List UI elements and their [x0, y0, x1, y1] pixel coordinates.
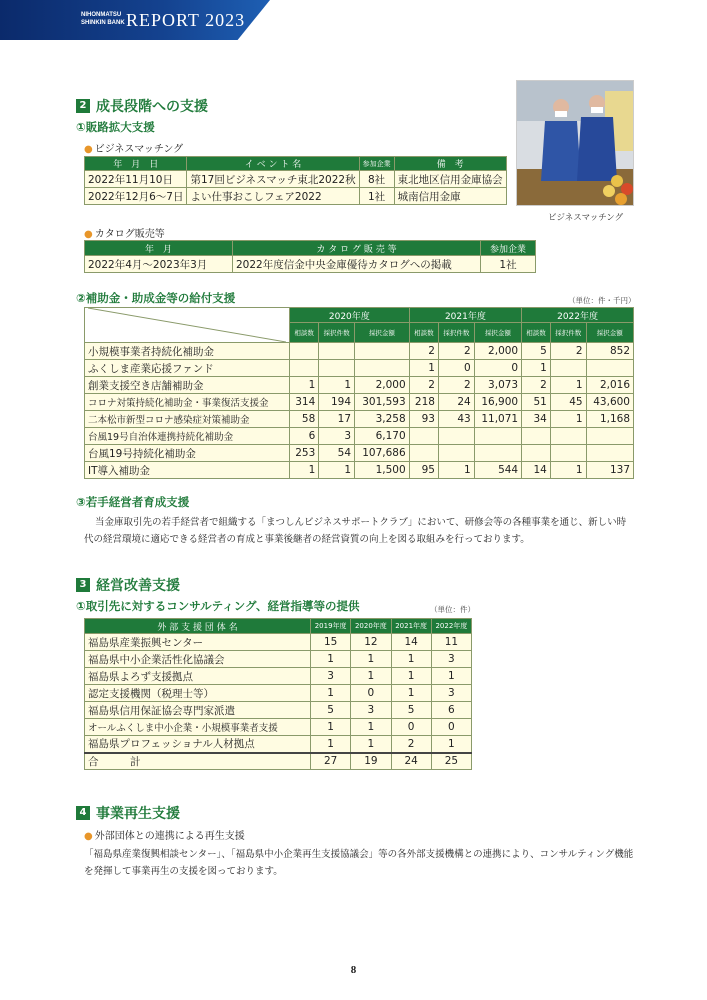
- table-row: [85, 462, 634, 479]
- subsidy-value-cell: 2: [438, 377, 474, 394]
- subsidy-value-cell: [550, 360, 586, 377]
- subsidy-value-cell: [586, 428, 633, 445]
- subsidy-value-cell: 1: [550, 377, 586, 394]
- bullet-dot-icon: ●: [84, 144, 93, 155]
- col-header: 2021年度: [391, 619, 431, 634]
- subheading-sales-expansion: ①販路拡大支援: [76, 120, 155, 134]
- photo-illustration: [517, 81, 634, 206]
- catalog-table: [84, 240, 536, 273]
- subsidy-value-cell: [319, 360, 355, 377]
- subsidy-value-cell: 16,900: [474, 394, 521, 411]
- table-row: [85, 394, 634, 411]
- subsidy-value-cell: 218: [409, 394, 438, 411]
- subsidy-value-cell: 253: [290, 445, 319, 462]
- col-header: 2020年度: [351, 619, 391, 634]
- table-row: [85, 651, 472, 668]
- subsidy-value-cell: 6: [290, 428, 319, 445]
- bullet-business-matching: ● ビジネスマッチング: [84, 144, 184, 155]
- bullet-dot-icon: ●: [84, 831, 93, 842]
- subsidy-value-cell: 852: [586, 343, 633, 360]
- col-header: 2022年度: [431, 619, 471, 634]
- subsidy-value-cell: 544: [474, 462, 521, 479]
- subsidy-value-cell: 2: [522, 377, 551, 394]
- subsidy-value-cell: 3: [319, 428, 355, 445]
- subsidy-value-cell: 17: [319, 411, 355, 428]
- col-header: 備 考: [394, 157, 506, 171]
- subsidy-value-cell: [438, 445, 474, 462]
- subsidy-value-cell: 11,071: [474, 411, 521, 428]
- count-cell: 1: [351, 651, 391, 668]
- count-cell: 1: [351, 736, 391, 753]
- table-row: [85, 377, 634, 394]
- subsidy-value-cell: [290, 360, 319, 377]
- bullet-dot-icon: ●: [84, 229, 93, 240]
- subsidy-value-cell: [550, 445, 586, 462]
- subheader: 採択件数: [550, 323, 586, 343]
- subsidy-value-cell: 43,600: [586, 394, 633, 411]
- subsidy-name-cell: 創業支援空き店舗補助金: [85, 377, 290, 394]
- subsidy-value-cell: 1: [409, 360, 438, 377]
- organization-name-cell: オールふくしま中小企業・小規模事業者支援: [85, 719, 311, 736]
- section-title: 成長段階への支援: [96, 99, 208, 115]
- organization-name-cell: 福島県産業振興センター: [85, 634, 311, 651]
- subsidy-value-cell: 107,686: [355, 445, 410, 462]
- count-cell: 5: [391, 702, 431, 719]
- subsidy-value-cell: 1: [522, 360, 551, 377]
- subsidy-value-cell: [319, 343, 355, 360]
- subsidy-name-cell: 二本松市新型コロナ感染症対策補助金: [85, 411, 290, 428]
- count-cell: 14: [391, 634, 431, 651]
- report-header: [0, 0, 270, 40]
- count-cell: 12: [351, 634, 391, 651]
- young-managers-paragraph: 当金庫取引先の若手経営者で組織する「まつしんビジネスサポートクラブ」において、研修会等の各種事業を通じ、新しい時代の経営環境に適応できる経営者の育成と事業後継者の経営資質の向上を図る取組みを行っております。: [84, 517, 627, 545]
- section-4-heading: [76, 803, 180, 823]
- photo-caption: ビジネスマッチング: [548, 213, 624, 223]
- subsidy-value-cell: 2: [550, 343, 586, 360]
- subsidy-value-cell: 54: [319, 445, 355, 462]
- count-cell: 0: [391, 719, 431, 736]
- year-header: 2020年度: [290, 308, 410, 323]
- subsidy-value-cell: 2: [409, 343, 438, 360]
- table-row: [85, 685, 472, 702]
- bank-name-line1: NIHONMATSU: [81, 12, 122, 18]
- subsidy-name-cell: 台風19号自治体連携持続化補助金: [85, 428, 290, 445]
- bullet-catalog-sales: ● カタログ販売等: [84, 229, 165, 240]
- table-row: [85, 668, 472, 685]
- report-title: REPORT 2023: [126, 10, 246, 30]
- subsidy-value-cell: [522, 445, 551, 462]
- section-number: 2: [76, 99, 90, 113]
- subsidy-value-cell: 2: [438, 343, 474, 360]
- subsidy-value-cell: 3,073: [474, 377, 521, 394]
- subsidy-value-cell: 1: [290, 462, 319, 479]
- col-header: 参加企業: [481, 241, 536, 256]
- count-cell: 1: [391, 668, 431, 685]
- section-title: 事業再生支援: [96, 806, 180, 822]
- subheader: 採択金額: [586, 323, 633, 343]
- count-cell: 3: [431, 651, 471, 668]
- subsidy-value-cell: 1: [319, 377, 355, 394]
- matching-table: [84, 156, 507, 205]
- subsidy-value-cell: 5: [522, 343, 551, 360]
- diagonal-corner-cell: [85, 308, 290, 343]
- count-cell: 1: [311, 736, 351, 753]
- year-header: 2021年度: [409, 308, 521, 323]
- table-row: [85, 445, 634, 462]
- count-cell: 1: [391, 651, 431, 668]
- count-cell: 3: [351, 702, 391, 719]
- count-cell: 1: [311, 651, 351, 668]
- count-cell: 15: [311, 634, 351, 651]
- business-matching-photo: [516, 80, 634, 206]
- table-row: [85, 428, 634, 445]
- subsidy-value-cell: [474, 428, 521, 445]
- subheading-young-managers: ③若手経営者育成支援: [76, 495, 190, 509]
- subsidy-value-cell: [586, 445, 633, 462]
- subsidy-table-body: [85, 343, 634, 479]
- subsidy-name-cell: コロナ対策持続化補助金・事業復活支援金: [85, 394, 290, 411]
- subsidy-value-cell: 95: [409, 462, 438, 479]
- consulting-table: [84, 618, 472, 770]
- organization-name-cell: 福島県プロフェッショナル人材拠点: [85, 736, 311, 753]
- section-number: 3: [76, 578, 90, 592]
- subsidy-value-cell: 0: [474, 360, 521, 377]
- page-number: 8: [350, 964, 357, 976]
- subsidy-value-cell: 3,258: [355, 411, 410, 428]
- col-header: 参加企業: [359, 157, 394, 171]
- col-header: イ ベ ン ト 名: [187, 157, 359, 171]
- table-row: 2022年4月～2023年3月 2022年度信金中央金庫優待カタログへの掲載 1社: [85, 256, 536, 273]
- count-cell: 1: [351, 668, 391, 685]
- count-cell: 1: [351, 719, 391, 736]
- bullet-external-cooperation: ● 外部団体との連携による再生支援: [84, 831, 245, 842]
- subsidy-value-cell: 93: [409, 411, 438, 428]
- table-row: 2022年12月6～7日 よい仕事おこしフェア2022 1社 城南信用金庫: [85, 188, 507, 205]
- table-row: 2022年11月10日 第17回ビジネスマッチ東北2022秋 8社 東北地区信用金庫協会: [85, 171, 507, 188]
- subsidy-table: [84, 307, 634, 479]
- subsidy-value-cell: 1: [550, 411, 586, 428]
- bank-name-line2: SHINKIN BANK: [81, 19, 125, 26]
- table-row: [85, 360, 634, 377]
- subsidy-value-cell: [355, 343, 410, 360]
- year-header: 2022年度: [522, 308, 634, 323]
- subsidy-value-cell: 137: [586, 462, 633, 479]
- subheading-consulting: ①取引先に対するコンサルティング、経営指導等の提供: [76, 599, 360, 613]
- subsidy-value-cell: 58: [290, 411, 319, 428]
- subheader: 相談数: [409, 323, 438, 343]
- organization-name-cell: 福島県信用保証協会専門家派遣: [85, 702, 311, 719]
- subsidy-value-cell: 2,000: [474, 343, 521, 360]
- subsidy-value-cell: [438, 428, 474, 445]
- col-header: 2019年度: [311, 619, 351, 634]
- subsidy-value-cell: 24: [438, 394, 474, 411]
- subsidy-value-cell: 1: [438, 462, 474, 479]
- col-header: 年 月 日: [85, 157, 187, 171]
- subsidy-value-cell: 14: [522, 462, 551, 479]
- subheader: 採択件数: [438, 323, 474, 343]
- table-row: [85, 411, 634, 428]
- organization-name-cell: 福島県よろず支援拠点: [85, 668, 311, 685]
- count-cell: 5: [311, 702, 351, 719]
- subsidy-value-cell: 2,016: [586, 377, 633, 394]
- subsidy-value-cell: 1: [550, 462, 586, 479]
- count-cell: 1: [431, 736, 471, 753]
- count-cell: 1: [431, 668, 471, 685]
- subsidy-value-cell: 6,170: [355, 428, 410, 445]
- subsidy-name-cell: 小規模事業者持続化補助金: [85, 343, 290, 360]
- consulting-table-body: [85, 634, 472, 753]
- count-cell: 1: [311, 685, 351, 702]
- subsidy-name-cell: IT導入補助金: [85, 462, 290, 479]
- section-title: 経営改善支援: [96, 578, 180, 594]
- subheader: 相談数: [522, 323, 551, 343]
- section-2-heading: [76, 96, 208, 116]
- count-cell: 1: [311, 719, 351, 736]
- subheading-subsidy: ②補助金・助成金等の給付支援: [76, 291, 236, 305]
- subsidy-value-cell: [409, 428, 438, 445]
- table-row: [85, 719, 472, 736]
- col-header: カ タ ロ グ 販 売 等: [233, 241, 481, 256]
- subsidy-value-cell: 1: [319, 462, 355, 479]
- subsidy-value-cell: 2,000: [355, 377, 410, 394]
- subsidy-value-cell: 45: [550, 394, 586, 411]
- count-cell: 0: [431, 719, 471, 736]
- organization-name-cell: 認定支援機関（税理士等）: [85, 685, 311, 702]
- count-cell: 0: [351, 685, 391, 702]
- subsidy-value-cell: [522, 428, 551, 445]
- subsidy-value-cell: 301,593: [355, 394, 410, 411]
- subsidy-value-cell: 34: [522, 411, 551, 428]
- table-row: [85, 634, 472, 651]
- subsidy-value-cell: 314: [290, 394, 319, 411]
- col-header: 年 月: [85, 241, 233, 256]
- subsidy-value-cell: [355, 360, 410, 377]
- organization-name-cell: 福島県中小企業活性化協議会: [85, 651, 311, 668]
- business-revival-paragraph: 「福島県産業復興相談センター」、「福島県中小企業再生支援協議会」等の各外部支援機構との連携により、コンサルティング機能を発揮して事業再生の支援を図っております。: [84, 849, 634, 877]
- count-cell: 1: [391, 685, 431, 702]
- subsidy-value-cell: 2: [409, 377, 438, 394]
- subsidy-value-cell: 0: [438, 360, 474, 377]
- subheader: 採択金額: [474, 323, 521, 343]
- subsidy-value-cell: 194: [319, 394, 355, 411]
- section-3-heading: [76, 575, 180, 595]
- subsidy-value-cell: 1,168: [586, 411, 633, 428]
- section-number: 4: [76, 806, 90, 820]
- total-row: 合 計 27 19 24 25: [85, 753, 472, 770]
- subheader: 採択金額: [355, 323, 410, 343]
- subsidy-value-cell: [474, 445, 521, 462]
- table-row: [85, 702, 472, 719]
- subsidy-name-cell: ふくしま産業応援ファンド: [85, 360, 290, 377]
- subsidy-value-cell: 43: [438, 411, 474, 428]
- subsidy-value-cell: [586, 360, 633, 377]
- subheader: 採択件数: [319, 323, 355, 343]
- subsidy-name-cell: 台風19号持続化補助金: [85, 445, 290, 462]
- table-row: [85, 736, 472, 753]
- subsidy-value-cell: 1: [290, 377, 319, 394]
- count-cell: 6: [431, 702, 471, 719]
- count-cell: 2: [391, 736, 431, 753]
- count-cell: 3: [311, 668, 351, 685]
- subsidy-unit-note: （単位：件・千円）: [568, 296, 636, 305]
- col-header: 外 部 支 援 団 体 名: [85, 619, 311, 634]
- consulting-unit-note: （単位：件）: [430, 605, 475, 614]
- subsidy-value-cell: [409, 445, 438, 462]
- subsidy-value-cell: 1,500: [355, 462, 410, 479]
- subsidy-value-cell: 51: [522, 394, 551, 411]
- diagonal-line: [88, 308, 286, 342]
- subheader: 相談数: [290, 323, 319, 343]
- count-cell: 3: [431, 685, 471, 702]
- count-cell: 11: [431, 634, 471, 651]
- table-row: [85, 343, 634, 360]
- subsidy-value-cell: [550, 428, 586, 445]
- subsidy-value-cell: [290, 343, 319, 360]
